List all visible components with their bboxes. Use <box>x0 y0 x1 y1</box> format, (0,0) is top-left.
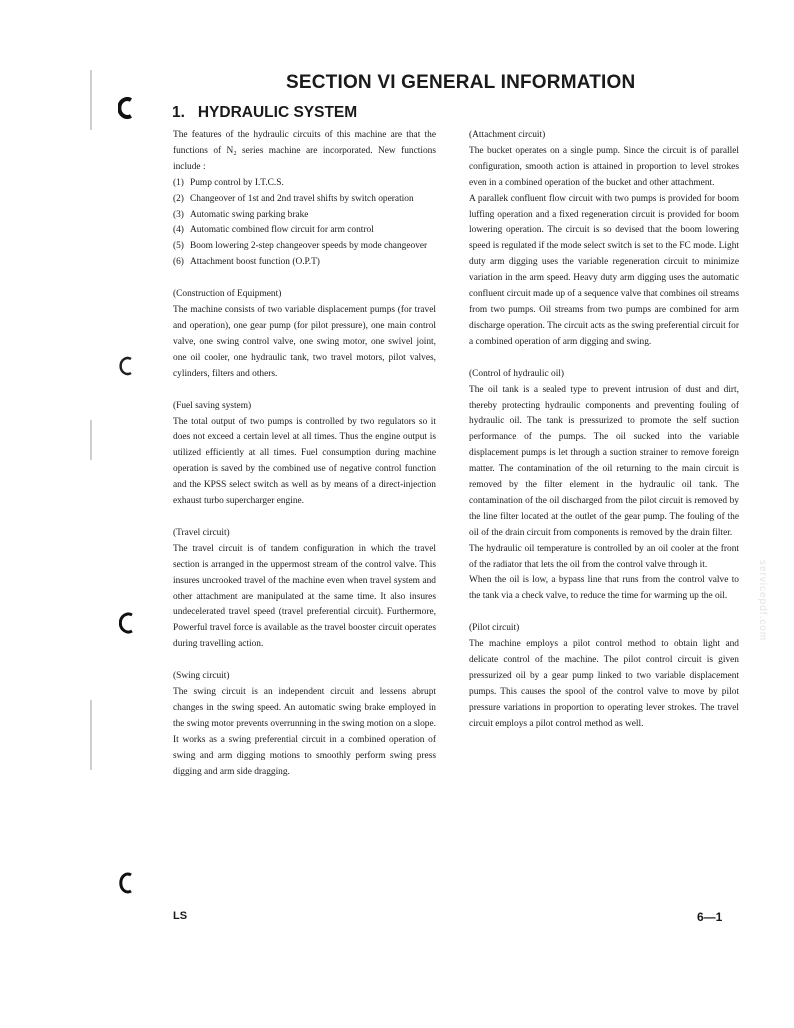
binder-hole-mark <box>119 872 135 894</box>
subsection-number: 1. <box>172 104 185 121</box>
attachment-body: The bucket operates on a single pump. Since the circuit is of parallel configuration, smooth action is attained in proportion to level strokes even in a combined operation of the bucket and other attachment. <box>469 145 739 188</box>
subsection-name: HYDRAULIC SYSTEM <box>197 104 358 121</box>
feature-item <box>173 239 436 255</box>
right-column <box>469 128 739 733</box>
binder-hole-mark <box>119 355 135 377</box>
swing-heading: (Swing circuit) <box>173 671 230 682</box>
pilot-body: The machine employs a pilot control method to obtain light and delicate control of the machine. The pilot control circuit is given pressurized oil by a gear pump linked to two variable displacement pumps. This causes the spool of the control valve to move by pilot pressure variations in proportion to operating lever strokes. The travel circuit employs a pilot control method as well. <box>469 639 739 729</box>
feature-number: (2) <box>173 193 184 204</box>
attachment-body: A parallek confluent flow circuit with two pumps is provided for boom luffing operation and a fixed regeneration circuit is provided for boom lowering operation. The circuit is so devised that the boom lowering speed is regulated if the mode select switch is set to the FC mode. Light duty arm digging uses the variable regeneration circuit to minimize variation in the arm speed. Heavy duty arm digging uses the automatic confluent circuit made up of a sequence valve that combines oil streams from two pumps. Oil streams from two pumps are combined for arm discharge operation. The circuit acts as the swing preferential circuit for a combined operation of arm digging and swing. <box>469 193 739 347</box>
feature-number: (3) <box>173 209 184 220</box>
scan-edge-speck <box>90 420 92 460</box>
binder-hole-mark <box>118 97 134 119</box>
feature-item <box>173 255 436 271</box>
feature-item <box>173 192 436 208</box>
pilot-heading: (Pilot circuit) <box>469 623 520 634</box>
subsection-title <box>172 104 357 122</box>
left-column <box>173 128 436 781</box>
feature-item <box>173 208 436 224</box>
watermark: servicepdf.com <box>757 560 768 642</box>
fuel-saving-body: The total output of two pumps is controlled by two regulators so it does not exceed a certain level at all times. Thus the engine output is utilized efficiently at all times. Fuel consumption during machine operation is saved by the combined use of negative control function and the KPSS select switch as well as by means of a direct-injection exhaust turbo supercharger engine. <box>173 416 436 507</box>
intro-paragraph: The features of the hydraulic circuits of this machine are that the functions of N₂ series machine are incorporated. New functions include : <box>173 130 436 172</box>
fuel-saving-heading: (Fuel saving system) <box>173 400 252 411</box>
spacer <box>173 271 436 287</box>
hydraulic-oil-body: The oil tank is a sealed type to prevent intrusion of dust and dirt, thereby protecting hydraulic components and preventing fouling of hydraulic oil. The tank is pressurized to promote the self suction performance of the pumps. The oil sucked into the variable displacement pumps is let through a suction strainer to remove foreign matter. The contamination of the oil returning to the main circuit is removed by the filter element in the hydraulic oil tank. The contamination of the oil discharged from the pilot circuit is removed by the line filter located at the outlet of the gear pump. The fouling of the oil of the drain circuit from components is removed by the drain filter. <box>469 384 739 538</box>
spacer <box>173 653 436 669</box>
travel-heading: (Travel circuit) <box>173 527 230 538</box>
feature-number: (4) <box>173 225 184 236</box>
construction-body: The machine consists of two variable displacement pumps (for travel and operation), one gear pump (for pilot pressure), one main control valve, one swing control valve, one swing motor, one swivel joint, one oil cooler, one hydraulic tank, two travel motors, pilot valves, cylinders, filters and others. <box>173 305 436 379</box>
hydraulic-oil-body: The hydraulic oil temperature is controlled by an oil cooler at the front of the radiator that lets the oil from the control valve through it. <box>469 543 739 570</box>
binder-hole-mark <box>119 612 135 634</box>
hydraulic-oil-heading: (Control of hydraulic oil) <box>469 368 565 379</box>
feature-number: (1) <box>173 177 184 188</box>
scan-edge-speck <box>90 700 92 770</box>
swing-body: It works as a swing preferential circuit in a combined operation of swing and arm digging motions to smoothly perform swing press digging and arm side dragging. <box>173 734 436 777</box>
attachment-heading: (Attachment circuit) <box>469 130 546 140</box>
feature-text: Changeover of 1st and 2nd travel shifts by switch operation <box>190 193 414 204</box>
spacer <box>173 383 436 399</box>
feature-number: (6) <box>173 257 184 268</box>
scan-edge-speck <box>90 70 92 130</box>
feature-list <box>173 176 436 271</box>
feature-item <box>173 176 436 192</box>
hydraulic-oil-body: When the oil is low, a bypass line that runs from the control valve to the tank via a check valve, to reduce the time for warming up the oil. <box>469 575 739 602</box>
spacer <box>469 351 739 367</box>
feature-text: Attachment boost function (O.P.T) <box>190 257 320 268</box>
spacer <box>173 510 436 526</box>
spacer <box>469 605 739 621</box>
feature-text: Automatic combined flow circuit for arm control <box>190 225 374 236</box>
feature-text: Automatic swing parking brake <box>190 209 309 220</box>
construction-heading: (Construction of Equipment) <box>173 289 282 300</box>
section-title: SECTION VI GENERAL INFORMATION <box>286 72 636 93</box>
footer-code: LS <box>173 910 188 922</box>
feature-number: (5) <box>173 241 184 252</box>
travel-body: The travel circuit is of tandem configuration in which the travel section is arranged in the uppermost stream of the control valve. This insures uncrooked travel of the machine even when travel system and other attachment are manipulated at the same time. It also insures undecelerated travel speed (travel preferential circuit). Furthermore, Powerful travel force is available as the travel booster circuit operates during travelling action. <box>173 543 436 650</box>
swing-body: The swing circuit is an independent circuit and lessens abrupt changes in the swing speed. An automatic swing brake employed in the swing motor prevents overrunning in the swing motion on a slope. <box>173 687 436 729</box>
page-number: 6—1 <box>697 910 723 924</box>
feature-text: Pump control by I.T.C.S. <box>190 177 284 188</box>
feature-text: Boom lowering 2-step changeover speeds by mode changeover <box>190 241 428 252</box>
feature-item <box>173 223 436 239</box>
